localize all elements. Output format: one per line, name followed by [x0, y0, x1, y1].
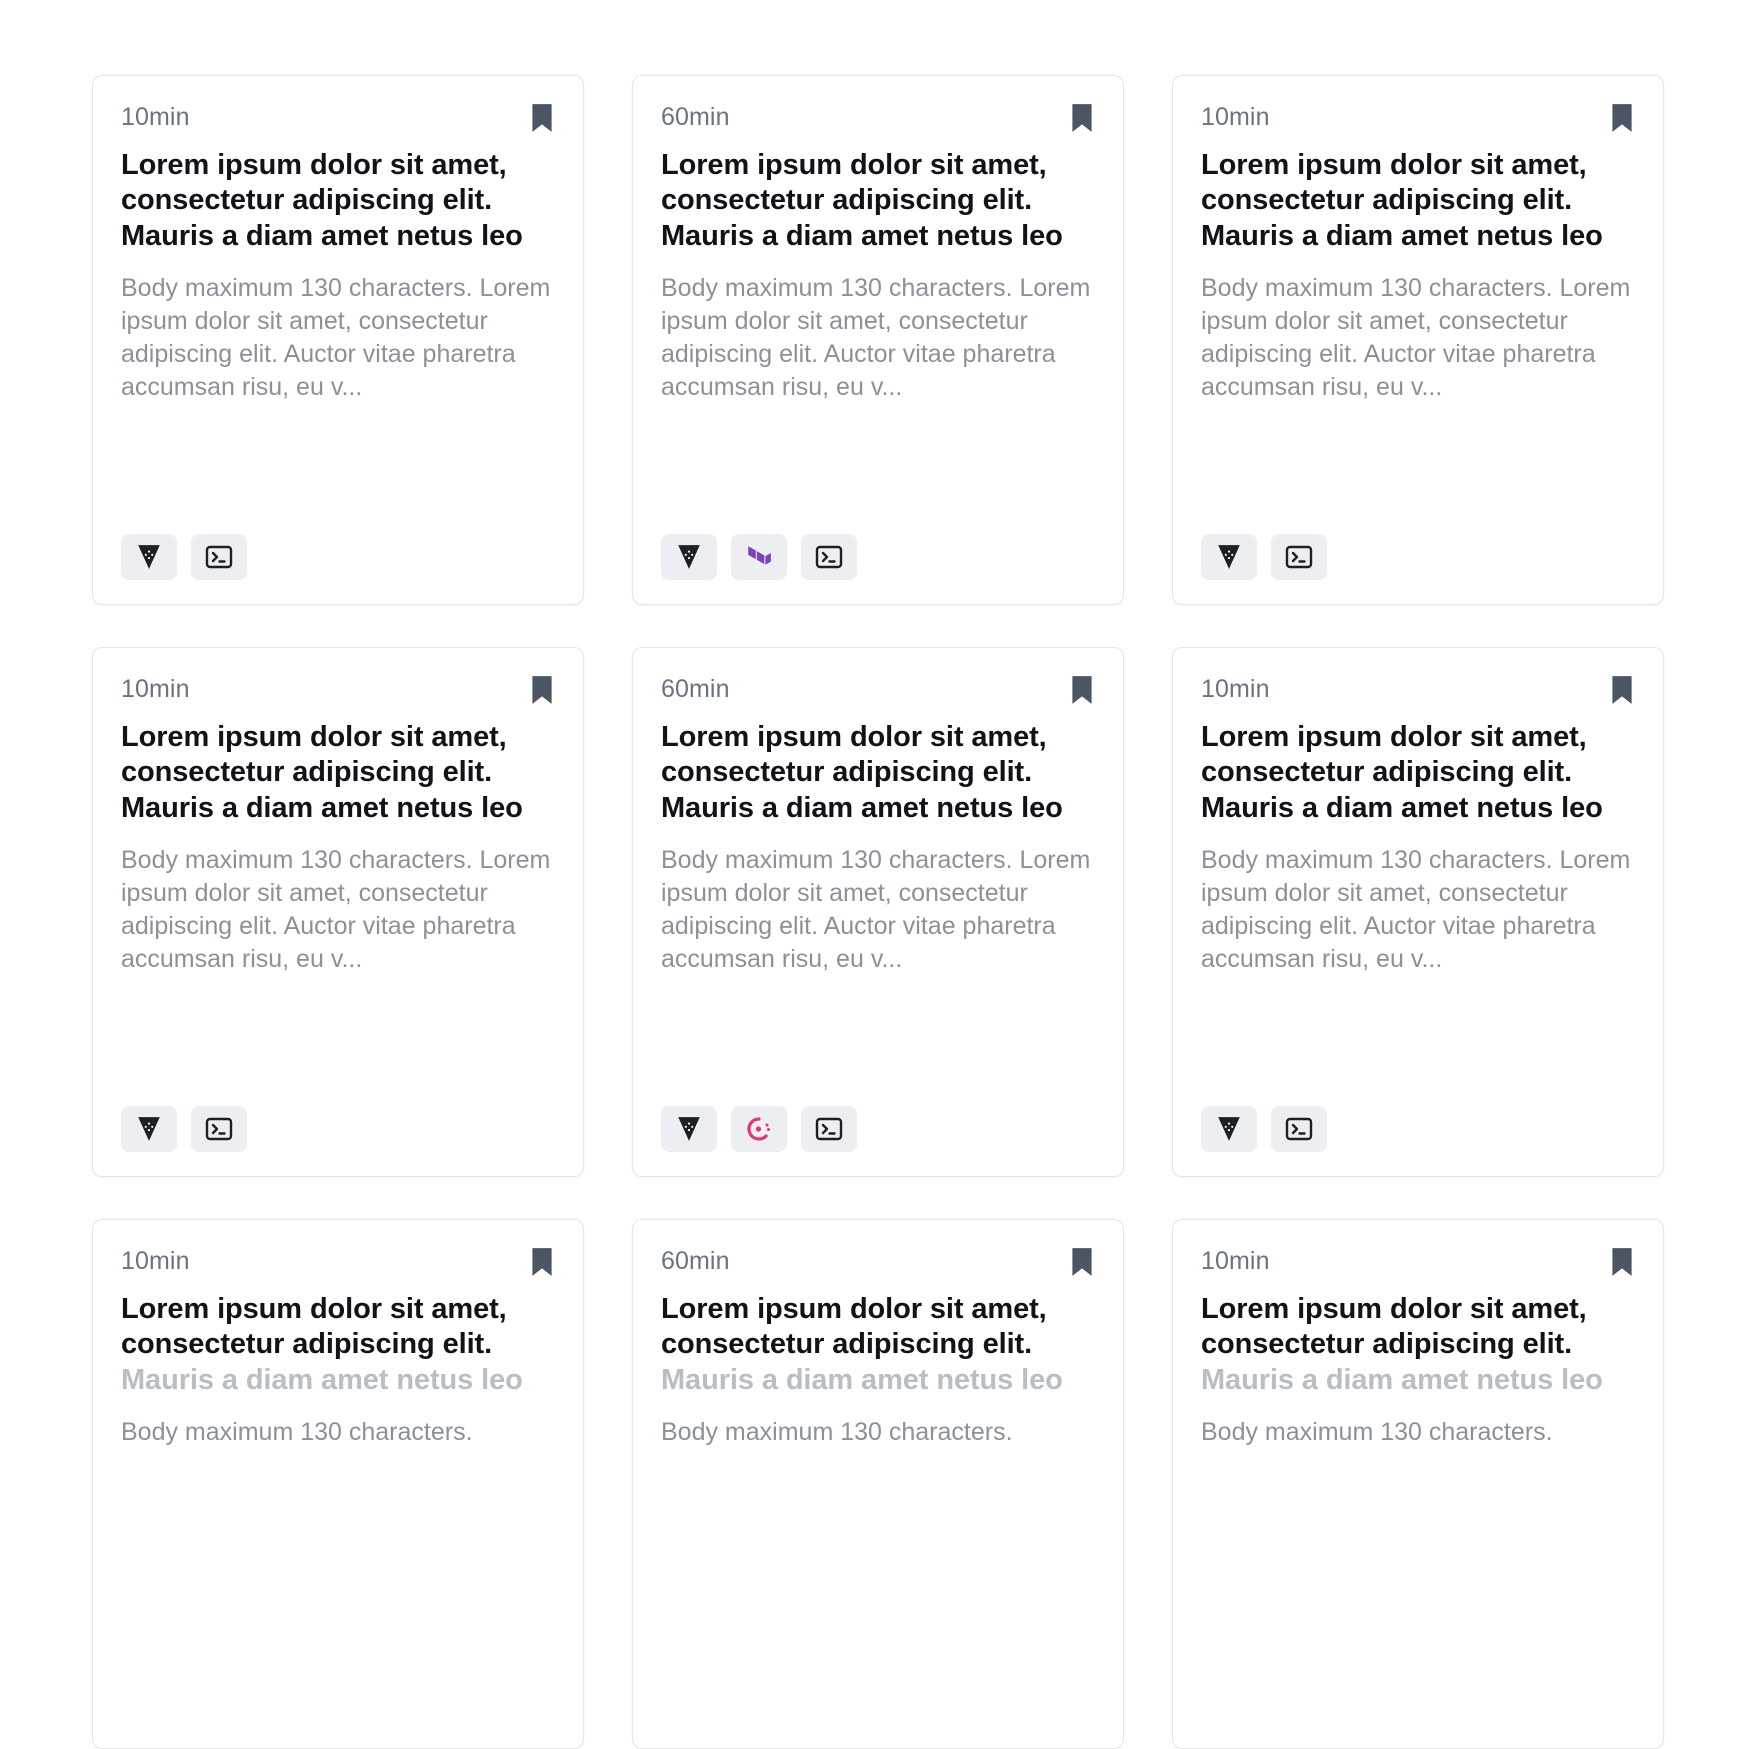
terminal-icon [1271, 1106, 1327, 1152]
tutorial-card[interactable] [1172, 647, 1664, 1177]
card-title-overflow: Mauris a diam amet netus leo [661, 1363, 1063, 1396]
terminal-icon [801, 534, 857, 580]
card-body: Body maximum 130 characters. Lorem ipsum dolor sit amet, consectetur adipiscing elit. Auctor vitae pharetra accumsan risu, eu v... [661, 846, 1091, 974]
duration-label: 60min [661, 1247, 730, 1275]
badge-row [661, 534, 1095, 580]
card-body: Body maximum 130 characters. Lorem ipsum dolor sit amet, consectetur adipiscing elit. Auctor vitae pharetra accumsan risu, eu v... [1201, 274, 1631, 402]
tutorial-card[interactable] [632, 647, 1124, 1177]
card-header [1201, 674, 1635, 706]
bookmark-icon[interactable] [1609, 674, 1635, 706]
card-body: Body maximum 130 characters. Lorem ipsum dolor sit amet, consectetur adipiscing elit. Auctor vitae pharetra accumsan risu, eu v... [661, 274, 1091, 402]
vault-icon [661, 534, 717, 580]
vault-icon [661, 1106, 717, 1152]
duration-label: 10min [121, 675, 190, 703]
card-title: Lorem ipsum dolor sit amet, consectetur adipiscing elit. Mauris a diam amet netus leo [121, 721, 523, 824]
bookmark-icon[interactable] [529, 1246, 555, 1278]
vault-icon [121, 534, 177, 580]
vault-icon [1201, 534, 1257, 580]
badge-row [121, 1106, 555, 1152]
terminal-icon [191, 534, 247, 580]
duration-label: 10min [121, 1247, 190, 1275]
duration-label: 10min [1201, 675, 1270, 703]
vault-icon [121, 1106, 177, 1152]
card-header [1201, 102, 1635, 134]
tutorial-card[interactable] [632, 1219, 1124, 1749]
card-title: Lorem ipsum dolor sit amet, consectetur adipiscing elit. Mauris a diam amet netus leo [661, 721, 1063, 824]
tutorial-card[interactable] [92, 647, 584, 1177]
card-body: Body maximum 130 characters. Lorem ipsum dolor sit amet, consectetur adipiscing elit. Auctor vitae pharetra accumsan risu, eu v... [121, 846, 551, 974]
card-body: Body maximum 130 characters. [121, 1418, 473, 1447]
bookmark-icon[interactable] [1069, 102, 1095, 134]
card-title: Lorem ipsum dolor sit amet, consectetur adipiscing elit. Mauris a diam amet netus leo [121, 1293, 523, 1396]
tutorial-card[interactable] [632, 75, 1124, 605]
tutorial-card[interactable] [1172, 1219, 1664, 1749]
terminal-icon [801, 1106, 857, 1152]
badge-row [1201, 1106, 1635, 1152]
card-header [661, 674, 1095, 706]
card-title: Lorem ipsum dolor sit amet, consectetur adipiscing elit. Mauris a diam amet netus leo [121, 149, 523, 252]
bookmark-icon[interactable] [529, 102, 555, 134]
card-header [121, 1246, 555, 1278]
tutorial-card[interactable] [92, 75, 584, 605]
bookmark-icon[interactable] [1609, 1246, 1635, 1278]
card-title: Lorem ipsum dolor sit amet, consectetur adipiscing elit. Mauris a diam amet netus leo [1201, 1293, 1603, 1396]
vault-icon [1201, 1106, 1257, 1152]
card-header [1201, 1246, 1635, 1278]
card-body: Body maximum 130 characters. [1201, 1418, 1553, 1447]
terminal-icon [191, 1106, 247, 1152]
card-body: Body maximum 130 characters. Lorem ipsum dolor sit amet, consectetur adipiscing elit. Auctor vitae pharetra accumsan risu, eu v... [1201, 846, 1631, 974]
card-title-overflow: Mauris a diam amet netus leo [1201, 1363, 1603, 1396]
consul-icon [731, 1106, 787, 1152]
badge-row [1201, 534, 1635, 580]
card-title: Lorem ipsum dolor sit amet, consectetur adipiscing elit. Mauris a diam amet netus leo [1201, 721, 1603, 824]
card-title: Lorem ipsum dolor sit amet, consectetur adipiscing elit. Mauris a diam amet netus leo [1201, 149, 1603, 252]
card-title-overflow: Mauris a diam amet netus leo [121, 1363, 523, 1396]
terminal-icon [1271, 534, 1327, 580]
bookmark-icon[interactable] [1069, 1246, 1095, 1278]
duration-label: 10min [1201, 1247, 1270, 1275]
card-title: Lorem ipsum dolor sit amet, consectetur adipiscing elit. Mauris a diam amet netus leo [661, 1293, 1063, 1396]
badge-row [121, 534, 555, 580]
card-header [121, 674, 555, 706]
duration-label: 60min [661, 675, 730, 703]
card-header [661, 1246, 1095, 1278]
tutorial-card[interactable] [92, 1219, 584, 1749]
duration-label: 10min [121, 103, 190, 131]
duration-label: 10min [1201, 103, 1270, 131]
bookmark-icon[interactable] [1069, 674, 1095, 706]
card-header [121, 102, 555, 134]
card-body: Body maximum 130 characters. Lorem ipsum dolor sit amet, consectetur adipiscing elit. Auctor vitae pharetra accumsan risu, eu v... [121, 274, 551, 402]
bookmark-icon[interactable] [529, 674, 555, 706]
terraform-icon [731, 534, 787, 580]
card-header [661, 102, 1095, 134]
card-body: Body maximum 130 characters. [661, 1418, 1013, 1447]
bookmark-icon[interactable] [1609, 102, 1635, 134]
card-title: Lorem ipsum dolor sit amet, consectetur adipiscing elit. Mauris a diam amet netus leo [661, 149, 1063, 252]
duration-label: 60min [661, 103, 730, 131]
badge-row [661, 1106, 1095, 1152]
tutorial-card[interactable] [1172, 75, 1664, 605]
